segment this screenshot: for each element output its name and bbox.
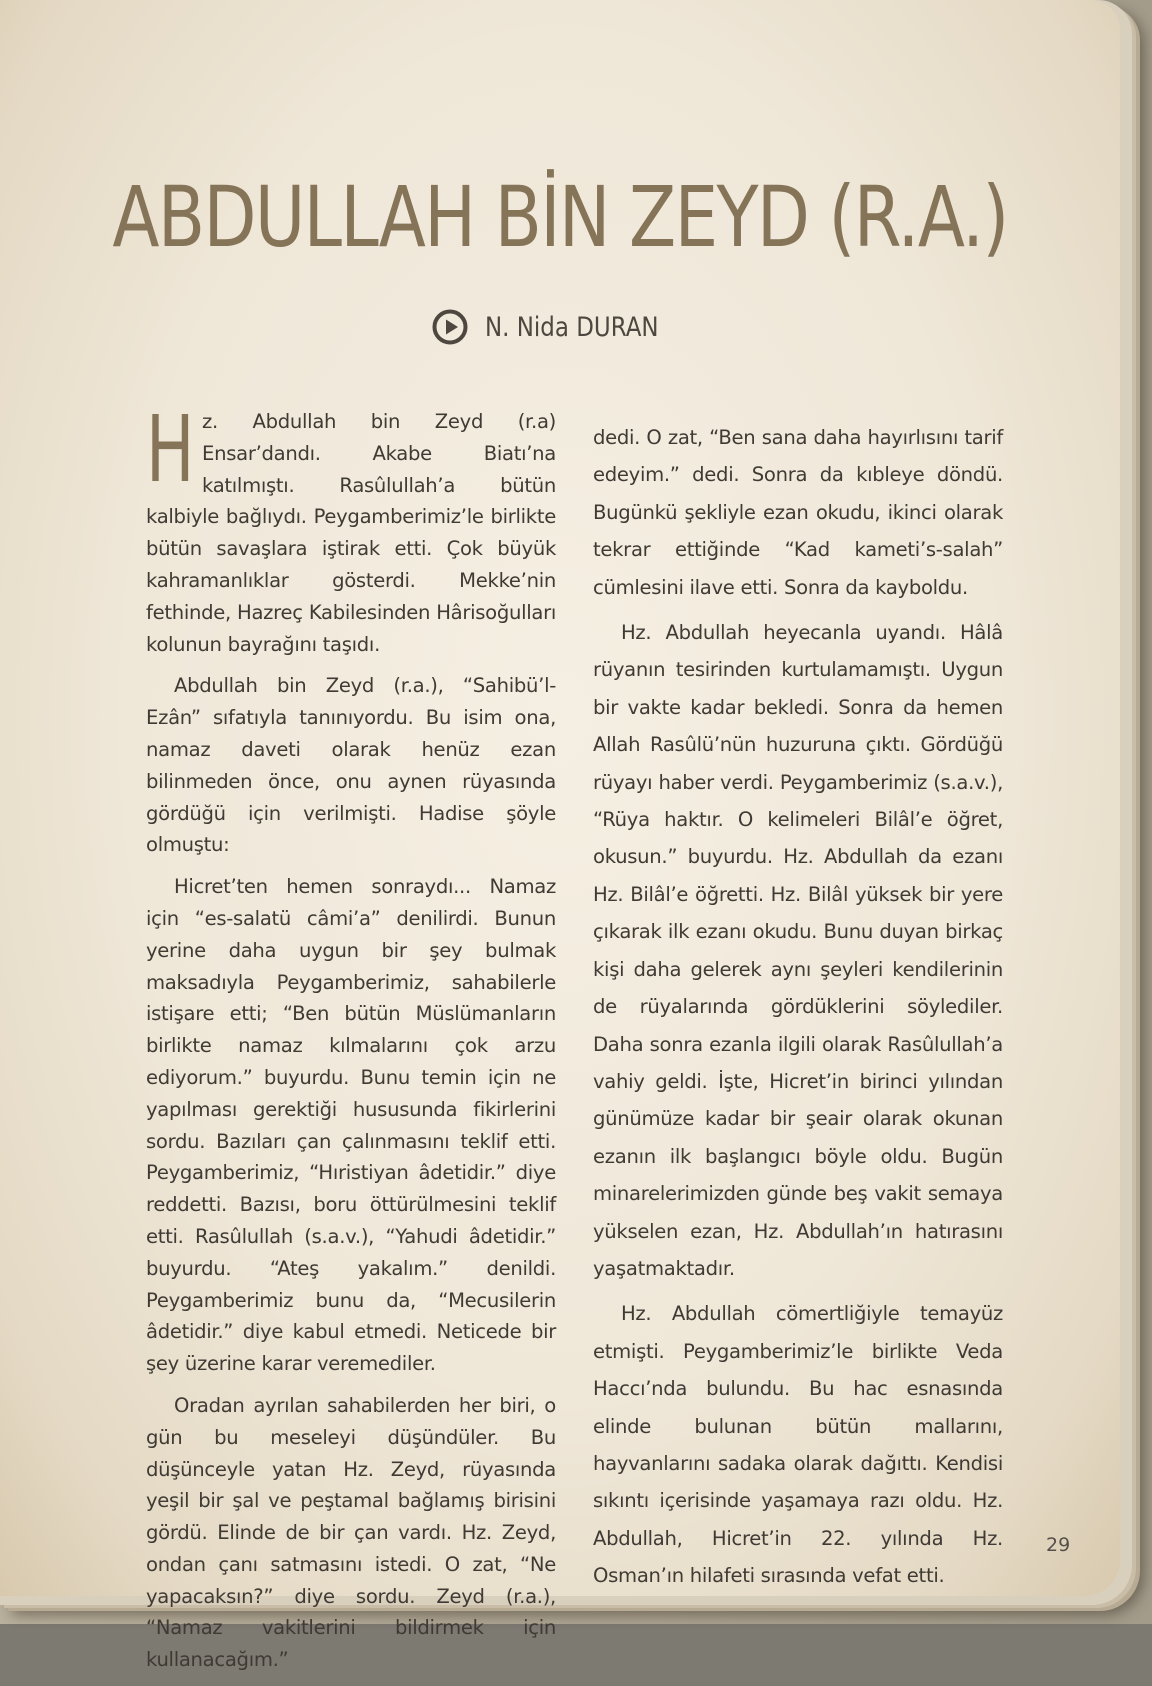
play-circle-icon — [431, 308, 469, 346]
paragraph: Hz. Abdullah heyecanla uyandı. Hâlâ rüyanın tesirinden kurtulamamıştı. Uygun bir vakte kadar bekledi. Sonra da hemen Allah Rasûlü’nün huzuruna çıktı. Gördüğü rüyayı haber verdi. Peygamberimiz (s.a.v.), “Rüya haktır. O kelimeleri Bilâl’e öğret, okusun.” buyurdu. Hz. Abdullah da ezanı Hz. Bilâl’e öğretti. Hz. Bilâl yüksek bir yere çıkarak ilk ezanı okudu. Bunu duyan birkaç kişi daha gelerek aynı şeyleri kendilerinin de rüyalarında gördüklerini söylediler. Daha sonra ezanla ilgili olarak Rasûlullah’a vahiy geldi. İşte, Hicret’in birinci yılından günümüze kadar bir şeair olarak okunan ezanın ilk başlangıcı böyle oldu. Bugün minarelerimizden günde beş vakit semaya yükselen ezan, Hz. Abdullah’ın hatırasını yaşatmaktadır. — [593, 621, 1003, 1280]
paragraph-text: z. Abdullah bin Zeyd (r.a) Ensar’dandı. Akabe Biatı’na katılmıştı. Rasûlullah’a bütün kalbiyle bağlıydı. Peygamberimiz’le birlikte bütün savaşlara iştirak etti. Çok büyük kahramanlıklar gösterdi. Mekke’nin fethinde, Hazreç Kabilesinden Hârisoğulları kolunun bayrağını taşıdı. — [146, 410, 556, 656]
paragraph: dedi. O zat, “Ben sana daha hayırlısını tarif edeyim.” dedi. Sonra da kıbleye döndü. Bugünkü şekliyle ezan okudu, ikinci olarak tekrar ettiğinde “Kad kameti’s-salah” cümlesini ilave etti. Sonra da kayboldu. — [593, 426, 1003, 599]
column-right — [593, 419, 1003, 1603]
drop-cap: H — [146, 396, 195, 503]
author-name: N. Nida DURAN — [484, 311, 659, 343]
paragraph — [146, 396, 556, 660]
paragraph: Oradan ayrılan sahabilerden her biri, o gün bu meseleyi düşündüler. Bu düşünceyle yatan Hz. Zeyd, rüyasında yeşil bir şal ve peştamal bağlamış birisini gördü. Elinde de bir çan vardı. Hz. Zeyd, ondan çanı satmasını istedi. O zat, “Ne yapacaksın?” diye sordu. Zeyd (r.a.), “Namaz vakitlerini bildirmek için kullanacağım.” — [146, 1393, 556, 1672]
paragraph: Abdullah bin Zeyd (r.a.), “Sahibü’l-Ezân” sıfatıyla tanınıyordu. Bu isim ona, namaz daveti olarak henüz ezan bilinmeden önce, onu aynen rüyasında gördüğü için verilmişti. Hadise şöyle olmuştu: — [146, 674, 556, 857]
paragraph: Hicret’ten hemen sonraydı... Namaz için “es-salatü câmi’a” denilirdi. Bunun yerine daha uygun bir şey bulmak maksadıyla Peygamberimiz, sahabilerle istişare etti; “Ben bütün Müslümanların birlikte namaz kılmalarını çok arzu ediyorum.” buyurdu. Bunu temin için ne yapılması gerektiği hususunda fikirlerini sordu. Bazıları çan çalınmasını teklif etti. Peygamberimiz, “Hıristiyan âdetidir.” diye reddetti. Bazısı, boru öttürülmesini teklif etti. Rasûlullah (s.a.v.), “Yahudi âdetidir.” buyurdu. “Ateş yakalım.” denildi. Peygamberimiz bunu da, “Mecusilerin âdetidir.” diye kabul etmedi. Neticede bir şey üzerine karar veremediler. — [146, 875, 556, 1376]
paragraph: Hz. Abdullah cömertliğiyle temayüz etmişti. Peygamberimiz’le birlikte Veda Haccı’nda bulundu. Bu hac esnasında elinde bulunan bütün mallarını, hayvanlarını sadaka olarak dağıttı. Kendisi sıkıntı içerisinde yaşamaya razı oldu. Hz. Abdullah, Hicret’in 22. yılında Hz. Osman’ın hilafeti sırasında vefat etti. — [593, 1302, 1003, 1588]
column-left — [146, 396, 556, 1686]
byline — [0, 308, 1120, 346]
page-number: 29 — [1046, 1534, 1071, 1556]
article-title: ABDULLAH BİN ZEYD (R.A.) — [112, 168, 1008, 266]
